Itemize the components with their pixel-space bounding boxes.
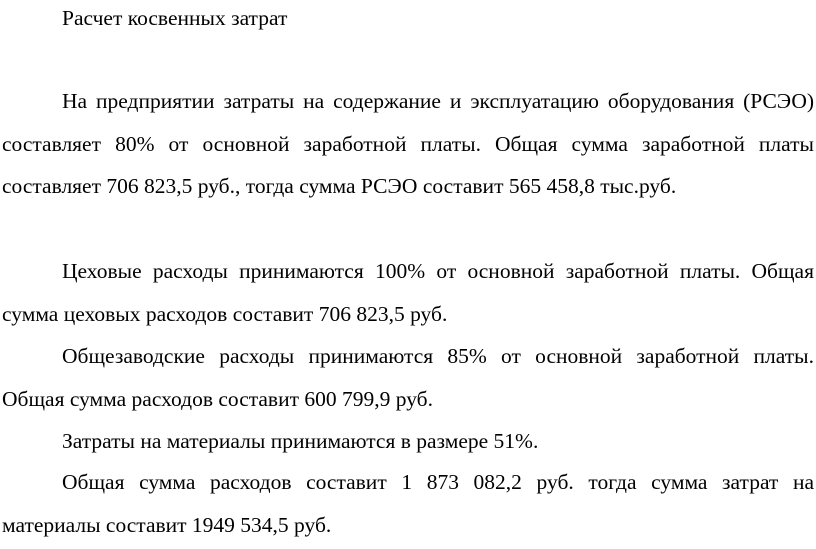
document-heading: Расчет косвенных затрат (62, 6, 288, 30)
paragraph-total-expenses: Общая сумма расходов составит 1 873 082,2 руб. тогда сумма затрат на материалы составит 1949 534,5 руб. (2, 470, 814, 537)
paragraph-materials-rate: Затраты на материалы принимаются в размере 51%. (62, 429, 539, 453)
paragraph-plant-expenses: Общезаводские расходы принимаются 85% от основной заработной платы. Общая сумма расходов составит 600 799,9 руб. (2, 344, 814, 411)
paragraph-shop-expenses: Цеховые расходы принимаются 100% от основной заработной платы. Общая сумма цеховых расходов составит 706 823,5 руб. (2, 259, 814, 326)
document-page (2, 0, 814, 549)
paragraph-rseo: На предприятии затраты на содержание и эксплуатацию оборудования (РСЭО) составляет 80% от основной заработной платы. Общая сумма заработной платы составляет 706 823,5 руб., тогда сумма РСЭО составит 565 458,8 тыс.руб. (2, 89, 814, 198)
